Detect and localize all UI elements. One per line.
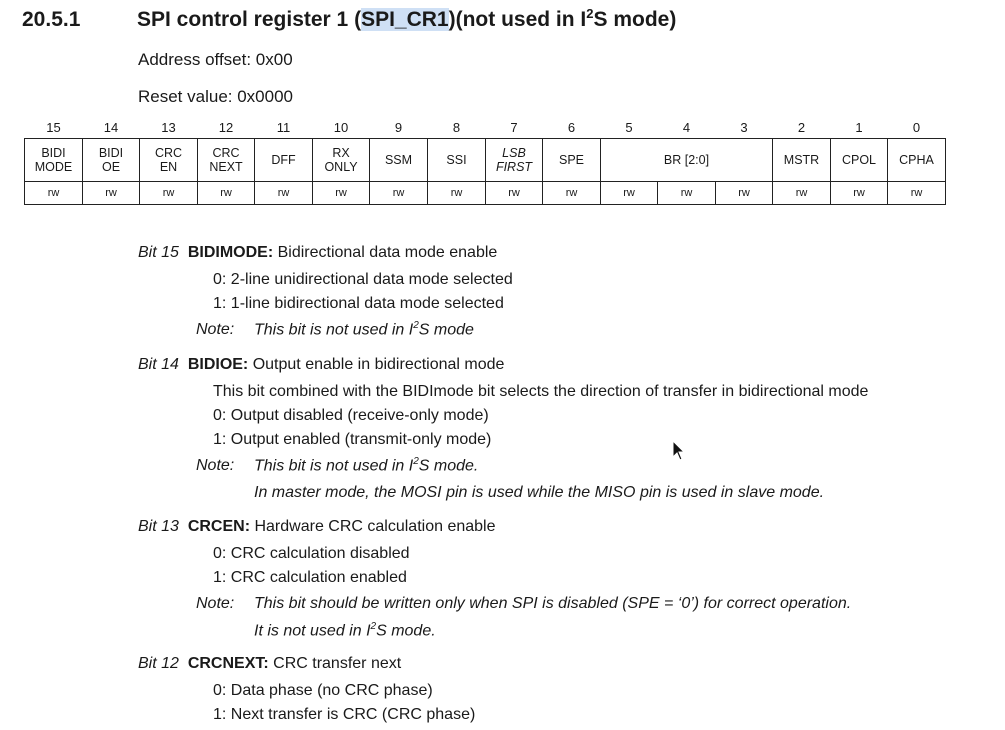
register-field: CPOL <box>831 139 888 182</box>
section-heading <box>22 6 676 32</box>
register-field: BIDI OE <box>83 139 140 182</box>
bit-number: 4 <box>682 119 691 135</box>
bit-number: 3 <box>740 119 748 135</box>
bit-heading: Bit 13 CRCEN: Hardware CRC calculation enable <box>138 518 496 535</box>
bit-heading: Bit 15 BIDIMODE: Bidirectional data mode enable <box>138 244 498 261</box>
access-cell: rw <box>198 182 255 205</box>
access-cell: rw <box>888 182 946 205</box>
access-cell: rw <box>313 182 370 205</box>
bit-number: 14 <box>103 119 119 135</box>
access-cell: rw <box>601 182 658 205</box>
register-field: BR [2:0] <box>601 139 773 182</box>
access-cell: rw <box>255 182 313 205</box>
mouse-pointer-icon <box>672 440 686 462</box>
note-line: Note: This bit is not used in $I^2S$ mode <box>196 320 474 339</box>
note-line: Note: This bit is not used in $I^2S$ mode. <box>196 456 479 475</box>
access-cell: rw <box>831 182 888 205</box>
register-field: CRC NEXT <box>198 139 255 182</box>
bit-number: 8 <box>452 119 461 135</box>
highlighted-text[interactable]: SPI_CR1 <box>361 8 449 31</box>
note-line: Note: This bit should be written only when SPI is disabled (SPE = ‘0’) for correct operation. <box>196 595 852 612</box>
register-field: SSI <box>428 139 486 182</box>
register-field: SSM <box>370 139 428 182</box>
bit-number: 15 <box>46 119 61 135</box>
bit-heading: Bit 12 CRCNEXT: CRC transfer next <box>138 655 402 672</box>
register-field: MSTR <box>773 139 831 182</box>
bit-number: 13 <box>161 119 176 135</box>
access-cell: rw <box>428 182 486 205</box>
access-cell: rw <box>83 182 140 205</box>
bit-number: 6 <box>567 119 576 135</box>
register-field: LSB FIRST <box>486 139 543 182</box>
register-field: BIDI MODE <box>25 139 83 182</box>
bit-number: 0 <box>912 119 921 135</box>
access-cell: rw <box>25 182 83 205</box>
bit-value-line: This bit combined with the BIDImode bit selects the direction of transfer in bidirectional mode <box>213 383 869 400</box>
section-title: SPI control register 1 (SPI_CR1)(not used in $I^2S$ mode) <box>137 6 677 31</box>
register-field: RX ONLY <box>313 139 370 182</box>
register-field: CPHA <box>888 139 946 182</box>
bit-number-row <box>25 116 946 139</box>
bit-value-line: 0: CRC calculation disabled <box>213 545 410 562</box>
register-field: CRC EN <box>140 139 198 182</box>
note-line: It is not used in $I^2S$ mode. <box>254 621 436 640</box>
bit-value-line: 1: Next transfer is CRC (CRC phase) <box>213 706 476 723</box>
access-cell: rw <box>658 182 716 205</box>
note-line: In master mode, the MOSI pin is used while the MISO pin is used in slave mode. <box>254 484 825 501</box>
bit-number: 1 <box>855 119 863 135</box>
access-cell: rw <box>773 182 831 205</box>
register-field: SPE <box>543 139 601 182</box>
bit-number: 10 <box>333 119 349 135</box>
access-cell: rw <box>486 182 543 205</box>
field-name-row <box>25 139 946 182</box>
bit-number: 5 <box>625 119 633 135</box>
bit-value-line: 0: 2-line unidirectional data mode selected <box>213 271 513 288</box>
bit-value-line: 1: 1-line bidirectional data mode selected <box>213 295 504 312</box>
bit-number: 9 <box>394 119 403 135</box>
access-cell: rw <box>140 182 198 205</box>
section-number: 20.5.1 <box>22 8 81 31</box>
bit-value-line: 0: Data phase (no CRC phase) <box>213 682 433 699</box>
bit-number: 2 <box>797 119 806 135</box>
reset-value: Reset value: 0x0000 <box>138 87 293 106</box>
bit-heading: Bit 14 BIDIOE: Output enable in bidirectional mode <box>138 356 505 373</box>
bit-value-line: 1: CRC calculation enabled <box>213 569 407 586</box>
bit-value-line: 1: Output enabled (transmit-only mode) <box>213 431 492 448</box>
access-cell: rw <box>370 182 428 205</box>
bit-number: 11 <box>276 119 291 135</box>
access-row <box>25 182 946 205</box>
register-field: DFF <box>255 139 313 182</box>
address-offset: Address offset: 0x00 <box>138 50 293 69</box>
access-cell: rw <box>716 182 773 205</box>
bit-value-line: 0: Output disabled (receive-only mode) <box>213 407 489 424</box>
access-cell: rw <box>543 182 601 205</box>
register-table <box>24 116 946 205</box>
bit-number: 7 <box>510 119 518 135</box>
bit-number: 12 <box>218 119 234 135</box>
